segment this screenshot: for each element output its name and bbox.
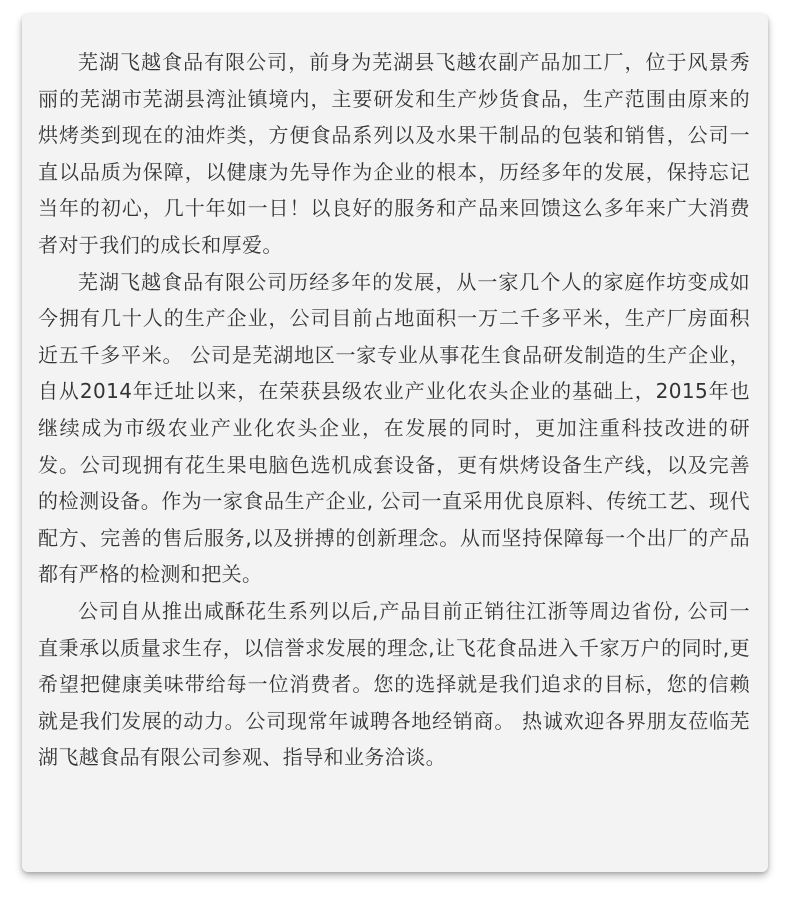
paragraph-company-intro: 芜湖飞越食品有限公司，前身为芜湖县飞越农副产品加工厂，位于风景秀丽的芜湖市芜湖县湾沚镇境内，主要研发和生产炒货食品，生产范围由原来的烘烤类到现在的油炸类，方便食品系列以及水果干制品的包装和销售，公司一直以品质为保障，以健康为先导作为企业的根本，历经多年的发展，保持忘记当年的初心，几十年如一日！以良好的服务和产品来回馈这么多年来广大消费者对于我们的成长和厚爱。 — [38, 50, 750, 257]
paragraph-company-development: 芜湖飞越食品有限公司历经多年的发展，从一家几个人的家庭作坊变成如今拥有几十人的生产企业，公司目前占地面积一万二千多平米，生产厂房面积近五千多平米。 公司是芜湖地区一家专业从事花生食品研发制造的生产企业，自从2014年迁址以来，在荣获县级农业产业化农头企业的基础上，2015年也继续成为市级农业产业化农头企业，在发展的同时，更加注重科技改进的研发。公司现拥有花生果电脑色选机成套设备，更有烘烤设备生产线，以及完善的检测设备。作为一家食品生产企业, 公司一直采用优良原料、传统工艺、现代配方、完善的售后服务,以及拼搏的创新理念。从而坚持保障每一个出厂的产品都有严格的检测和把关。 — [38, 269, 750, 587]
paragraph-company-philosophy: 公司自从推出咸酥花生系列以后,产品目前正销往江浙等周边省份, 公司一直秉承以质量求生存，以信誉求发展的理念,让飞花食品进入千家万户的同时,更希望把健康美味带给每一位消费者。您的选择就是我们追求的目标，您的信赖就是我们发展的动力。公司现常年诚聘各地经销商。 热诚欢迎各界朋友莅临芜湖飞越食品有限公司参观、指导和业务洽谈。 — [38, 598, 750, 770]
content-card — [22, 14, 768, 872]
